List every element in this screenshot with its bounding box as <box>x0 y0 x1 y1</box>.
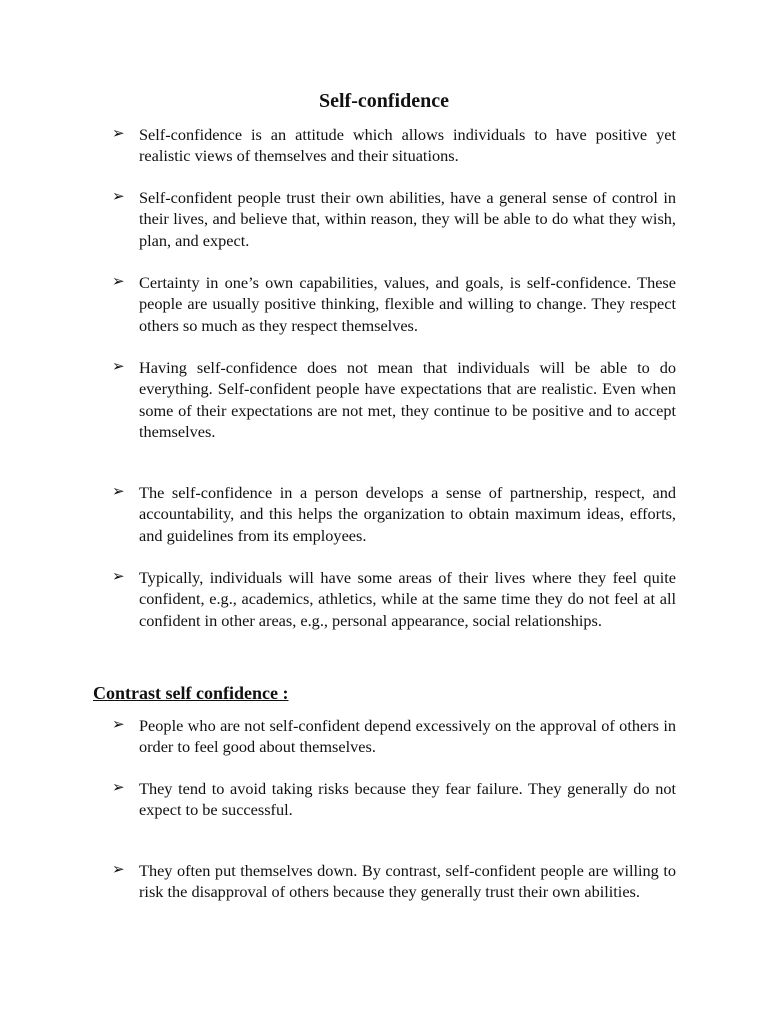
arrow-bullet-icon: ➢ <box>112 717 125 733</box>
bullet-text: Self-confident people trust their own abilities, have a general sense of control in their lives, and believe that, within reason, they will be able to do what they wish, plan, and expect. <box>139 188 676 250</box>
bullet-text: Typically, individuals will have some areas of their lives where they feel quite confident, e.g., academics, athletics, while at the same time they do not feel at all confident in other areas, e.g., personal appearance, social relationships. <box>139 568 676 630</box>
bullet-text: They often put themselves down. By contrast, self-confident people are willing to risk the disapproval of others because they generally trust their own abilities. <box>139 861 676 902</box>
contrast-bullet-item <box>112 860 676 903</box>
bullet-item <box>112 124 676 167</box>
bullet-text: The self-confidence in a person develops a sense of partnership, respect, and accountability, and this helps the organization to obtain maximum ideas, efforts, and guidelines from its employees. <box>139 483 676 545</box>
bullet-text: They tend to avoid taking risks because they fear failure. They generally do not expect to be successful. <box>139 779 676 820</box>
bullet-item <box>112 187 676 251</box>
document-title: Self-confidence <box>319 90 449 112</box>
bullet-item <box>112 567 676 631</box>
section-heading: Contrast self confidence : <box>93 683 289 703</box>
contrast-bullet-item <box>112 715 676 758</box>
bullet-text: People who are not self-confident depend excessively on the approval of others in order to feel good about themselves. <box>139 716 676 757</box>
arrow-bullet-icon: ➢ <box>112 189 125 205</box>
arrow-bullet-icon: ➢ <box>112 359 125 375</box>
arrow-bullet-icon: ➢ <box>112 126 125 142</box>
arrow-bullet-icon: ➢ <box>112 569 125 585</box>
arrow-bullet-icon: ➢ <box>112 484 125 500</box>
arrow-bullet-icon: ➢ <box>112 862 125 878</box>
arrow-bullet-icon: ➢ <box>112 780 125 796</box>
arrow-bullet-icon: ➢ <box>112 274 125 290</box>
bullet-item <box>112 482 676 546</box>
contrast-bullet-item <box>112 778 676 821</box>
bullet-text: Self-confidence is an attitude which allows individuals to have positive yet realistic views of themselves and their situations. <box>139 125 676 166</box>
bullet-text: Certainty in one’s own capabilities, values, and goals, is self-confidence. These people are usually positive thinking, flexible and willing to change. They respect others so much as they respect themselves. <box>139 273 676 335</box>
bullet-text: Having self-confidence does not mean that individuals will be able to do everything. Self-confident people have expectations that are realistic. Even when some of their expectations are not met, they continue to be positive and to accept themselves. <box>139 358 676 441</box>
bullet-item <box>112 272 676 336</box>
bullet-item <box>112 357 676 442</box>
